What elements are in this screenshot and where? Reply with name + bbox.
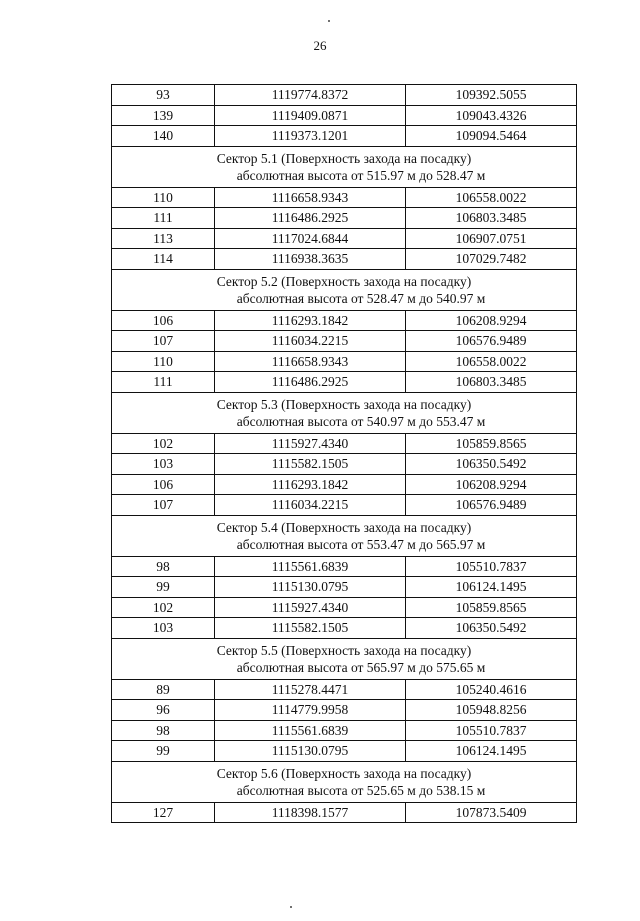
point-number-cell: 103 (112, 454, 215, 475)
sector-header-row (112, 638, 577, 679)
x-coordinate-cell: 1116658.9343 (215, 187, 406, 208)
x-coordinate-cell: 1115130.0795 (215, 577, 406, 598)
point-number-cell: 113 (112, 228, 215, 249)
y-coordinate-cell: 106124.1495 (406, 577, 577, 598)
point-number-cell: 110 (112, 351, 215, 372)
x-coordinate-cell: 1115561.6839 (215, 720, 406, 741)
table-row (112, 208, 577, 229)
x-coordinate-cell: 1116034.2215 (215, 495, 406, 516)
sector-title: Сектор 5.4 (Поверхность захода на посадку) (216, 519, 472, 535)
table-row (112, 331, 577, 352)
page-number: 26 (313, 38, 327, 53)
x-coordinate-cell: 1116486.2925 (215, 208, 406, 229)
y-coordinate-cell: 106558.0022 (406, 187, 577, 208)
x-coordinate-cell: 1116034.2215 (215, 331, 406, 352)
x-coordinate-cell: 1119409.0871 (215, 105, 406, 126)
sector-header-cell (112, 269, 577, 310)
point-number-cell: 99 (112, 741, 215, 762)
x-coordinate-cell: 1115278.4471 (215, 679, 406, 700)
point-number-cell: 96 (112, 700, 215, 721)
sector-title: Сектор 5.5 (Поверхность захода на посадку) (216, 642, 472, 658)
sector-altitude-range: абсолютная высота от 528.47 м до 540.97 м (236, 290, 486, 306)
sector-title: Сектор 5.2 (Поверхность захода на посадку) (216, 273, 472, 289)
x-coordinate-cell: 1116293.1842 (215, 310, 406, 331)
sector-header-cell (112, 515, 577, 556)
y-coordinate-cell: 106558.0022 (406, 351, 577, 372)
x-coordinate-cell: 1119373.1201 (215, 126, 406, 147)
point-number-cell: 102 (112, 433, 215, 454)
table-row (112, 495, 577, 516)
y-coordinate-cell: 109392.5055 (406, 85, 577, 106)
point-number-cell: 102 (112, 597, 215, 618)
scan-speck (328, 20, 330, 22)
y-coordinate-cell: 106576.9489 (406, 495, 577, 516)
sector-header-row (112, 392, 577, 433)
y-coordinate-cell: 106124.1495 (406, 741, 577, 762)
sector-title: Сектор 5.1 (Поверхность захода на посадку) (216, 150, 472, 166)
y-coordinate-cell: 107029.7482 (406, 249, 577, 270)
y-coordinate-cell: 106350.5492 (406, 454, 577, 475)
x-coordinate-cell: 1116658.9343 (215, 351, 406, 372)
point-number-cell: 107 (112, 331, 215, 352)
y-coordinate-cell: 107873.5409 (406, 802, 577, 823)
y-coordinate-cell: 105859.8565 (406, 433, 577, 454)
x-coordinate-cell: 1114779.9958 (215, 700, 406, 721)
y-coordinate-cell: 109043.4326 (406, 105, 577, 126)
table-row (112, 802, 577, 823)
table-row (112, 351, 577, 372)
table-row (112, 310, 577, 331)
point-number-cell: 107 (112, 495, 215, 516)
point-number-cell: 106 (112, 310, 215, 331)
point-number-cell: 140 (112, 126, 215, 147)
y-coordinate-cell: 109094.5464 (406, 126, 577, 147)
sector-header-row (112, 761, 577, 802)
point-number-cell: 98 (112, 556, 215, 577)
table-row (112, 228, 577, 249)
y-coordinate-cell: 106803.3485 (406, 208, 577, 229)
y-coordinate-cell: 105240.4616 (406, 679, 577, 700)
sector-altitude-range: абсолютная высота от 515.97 м до 528.47 м (236, 167, 486, 183)
table-row (112, 597, 577, 618)
x-coordinate-cell: 1118398.1577 (215, 802, 406, 823)
sector-header-row (112, 269, 577, 310)
sector-header-cell (112, 638, 577, 679)
sector-altitude-range: абсолютная высота от 565.97 м до 575.65 м (236, 659, 486, 675)
sector-header-row (112, 146, 577, 187)
table-row (112, 474, 577, 495)
coordinates-table-body (112, 85, 577, 823)
x-coordinate-cell: 1119774.8372 (215, 85, 406, 106)
point-number-cell: 98 (112, 720, 215, 741)
table-row (112, 105, 577, 126)
sector-altitude-range: абсолютная высота от 540.97 м до 553.47 м (236, 413, 486, 429)
x-coordinate-cell: 1116938.3635 (215, 249, 406, 270)
table-row (112, 454, 577, 475)
table-row (112, 700, 577, 721)
y-coordinate-cell: 106208.9294 (406, 474, 577, 495)
coordinates-table (111, 84, 577, 823)
sector-header-cell (112, 146, 577, 187)
x-coordinate-cell: 1115927.4340 (215, 597, 406, 618)
sector-header-cell (112, 761, 577, 802)
table-row (112, 187, 577, 208)
y-coordinate-cell: 106350.5492 (406, 618, 577, 639)
table-row (112, 720, 577, 741)
point-number-cell: 99 (112, 577, 215, 598)
x-coordinate-cell: 1115582.1505 (215, 454, 406, 475)
sector-altitude-range: абсолютная высота от 525.65 м до 538.15 м (236, 782, 486, 798)
table-row (112, 249, 577, 270)
scan-speck (290, 906, 292, 908)
point-number-cell: 111 (112, 372, 215, 393)
y-coordinate-cell: 105510.7837 (406, 720, 577, 741)
y-coordinate-cell: 106907.0751 (406, 228, 577, 249)
y-coordinate-cell: 106208.9294 (406, 310, 577, 331)
table-row (112, 577, 577, 598)
sector-title: Сектор 5.6 (Поверхность захода на посадку) (216, 765, 472, 781)
x-coordinate-cell: 1116486.2925 (215, 372, 406, 393)
table-row (112, 372, 577, 393)
point-number-cell: 106 (112, 474, 215, 495)
x-coordinate-cell: 1116293.1842 (215, 474, 406, 495)
table-row (112, 85, 577, 106)
point-number-cell: 93 (112, 85, 215, 106)
x-coordinate-cell: 1115582.1505 (215, 618, 406, 639)
y-coordinate-cell: 106576.9489 (406, 331, 577, 352)
sector-header-cell (112, 392, 577, 433)
point-number-cell: 127 (112, 802, 215, 823)
y-coordinate-cell: 105859.8565 (406, 597, 577, 618)
point-number-cell: 139 (112, 105, 215, 126)
sector-altitude-range: абсолютная высота от 553.47 м до 565.97 м (236, 536, 486, 552)
table-row (112, 126, 577, 147)
point-number-cell: 103 (112, 618, 215, 639)
y-coordinate-cell: 106803.3485 (406, 372, 577, 393)
sector-title: Сектор 5.3 (Поверхность захода на посадку) (216, 396, 472, 412)
sector-header-row (112, 515, 577, 556)
table-row (112, 433, 577, 454)
table-row (112, 618, 577, 639)
point-number-cell: 89 (112, 679, 215, 700)
y-coordinate-cell: 105510.7837 (406, 556, 577, 577)
x-coordinate-cell: 1117024.6844 (215, 228, 406, 249)
point-number-cell: 110 (112, 187, 215, 208)
table-row (112, 556, 577, 577)
table-row (112, 679, 577, 700)
table-row (112, 741, 577, 762)
y-coordinate-cell: 105948.8256 (406, 700, 577, 721)
x-coordinate-cell: 1115561.6839 (215, 556, 406, 577)
x-coordinate-cell: 1115130.0795 (215, 741, 406, 762)
point-number-cell: 111 (112, 208, 215, 229)
point-number-cell: 114 (112, 249, 215, 270)
x-coordinate-cell: 1115927.4340 (215, 433, 406, 454)
